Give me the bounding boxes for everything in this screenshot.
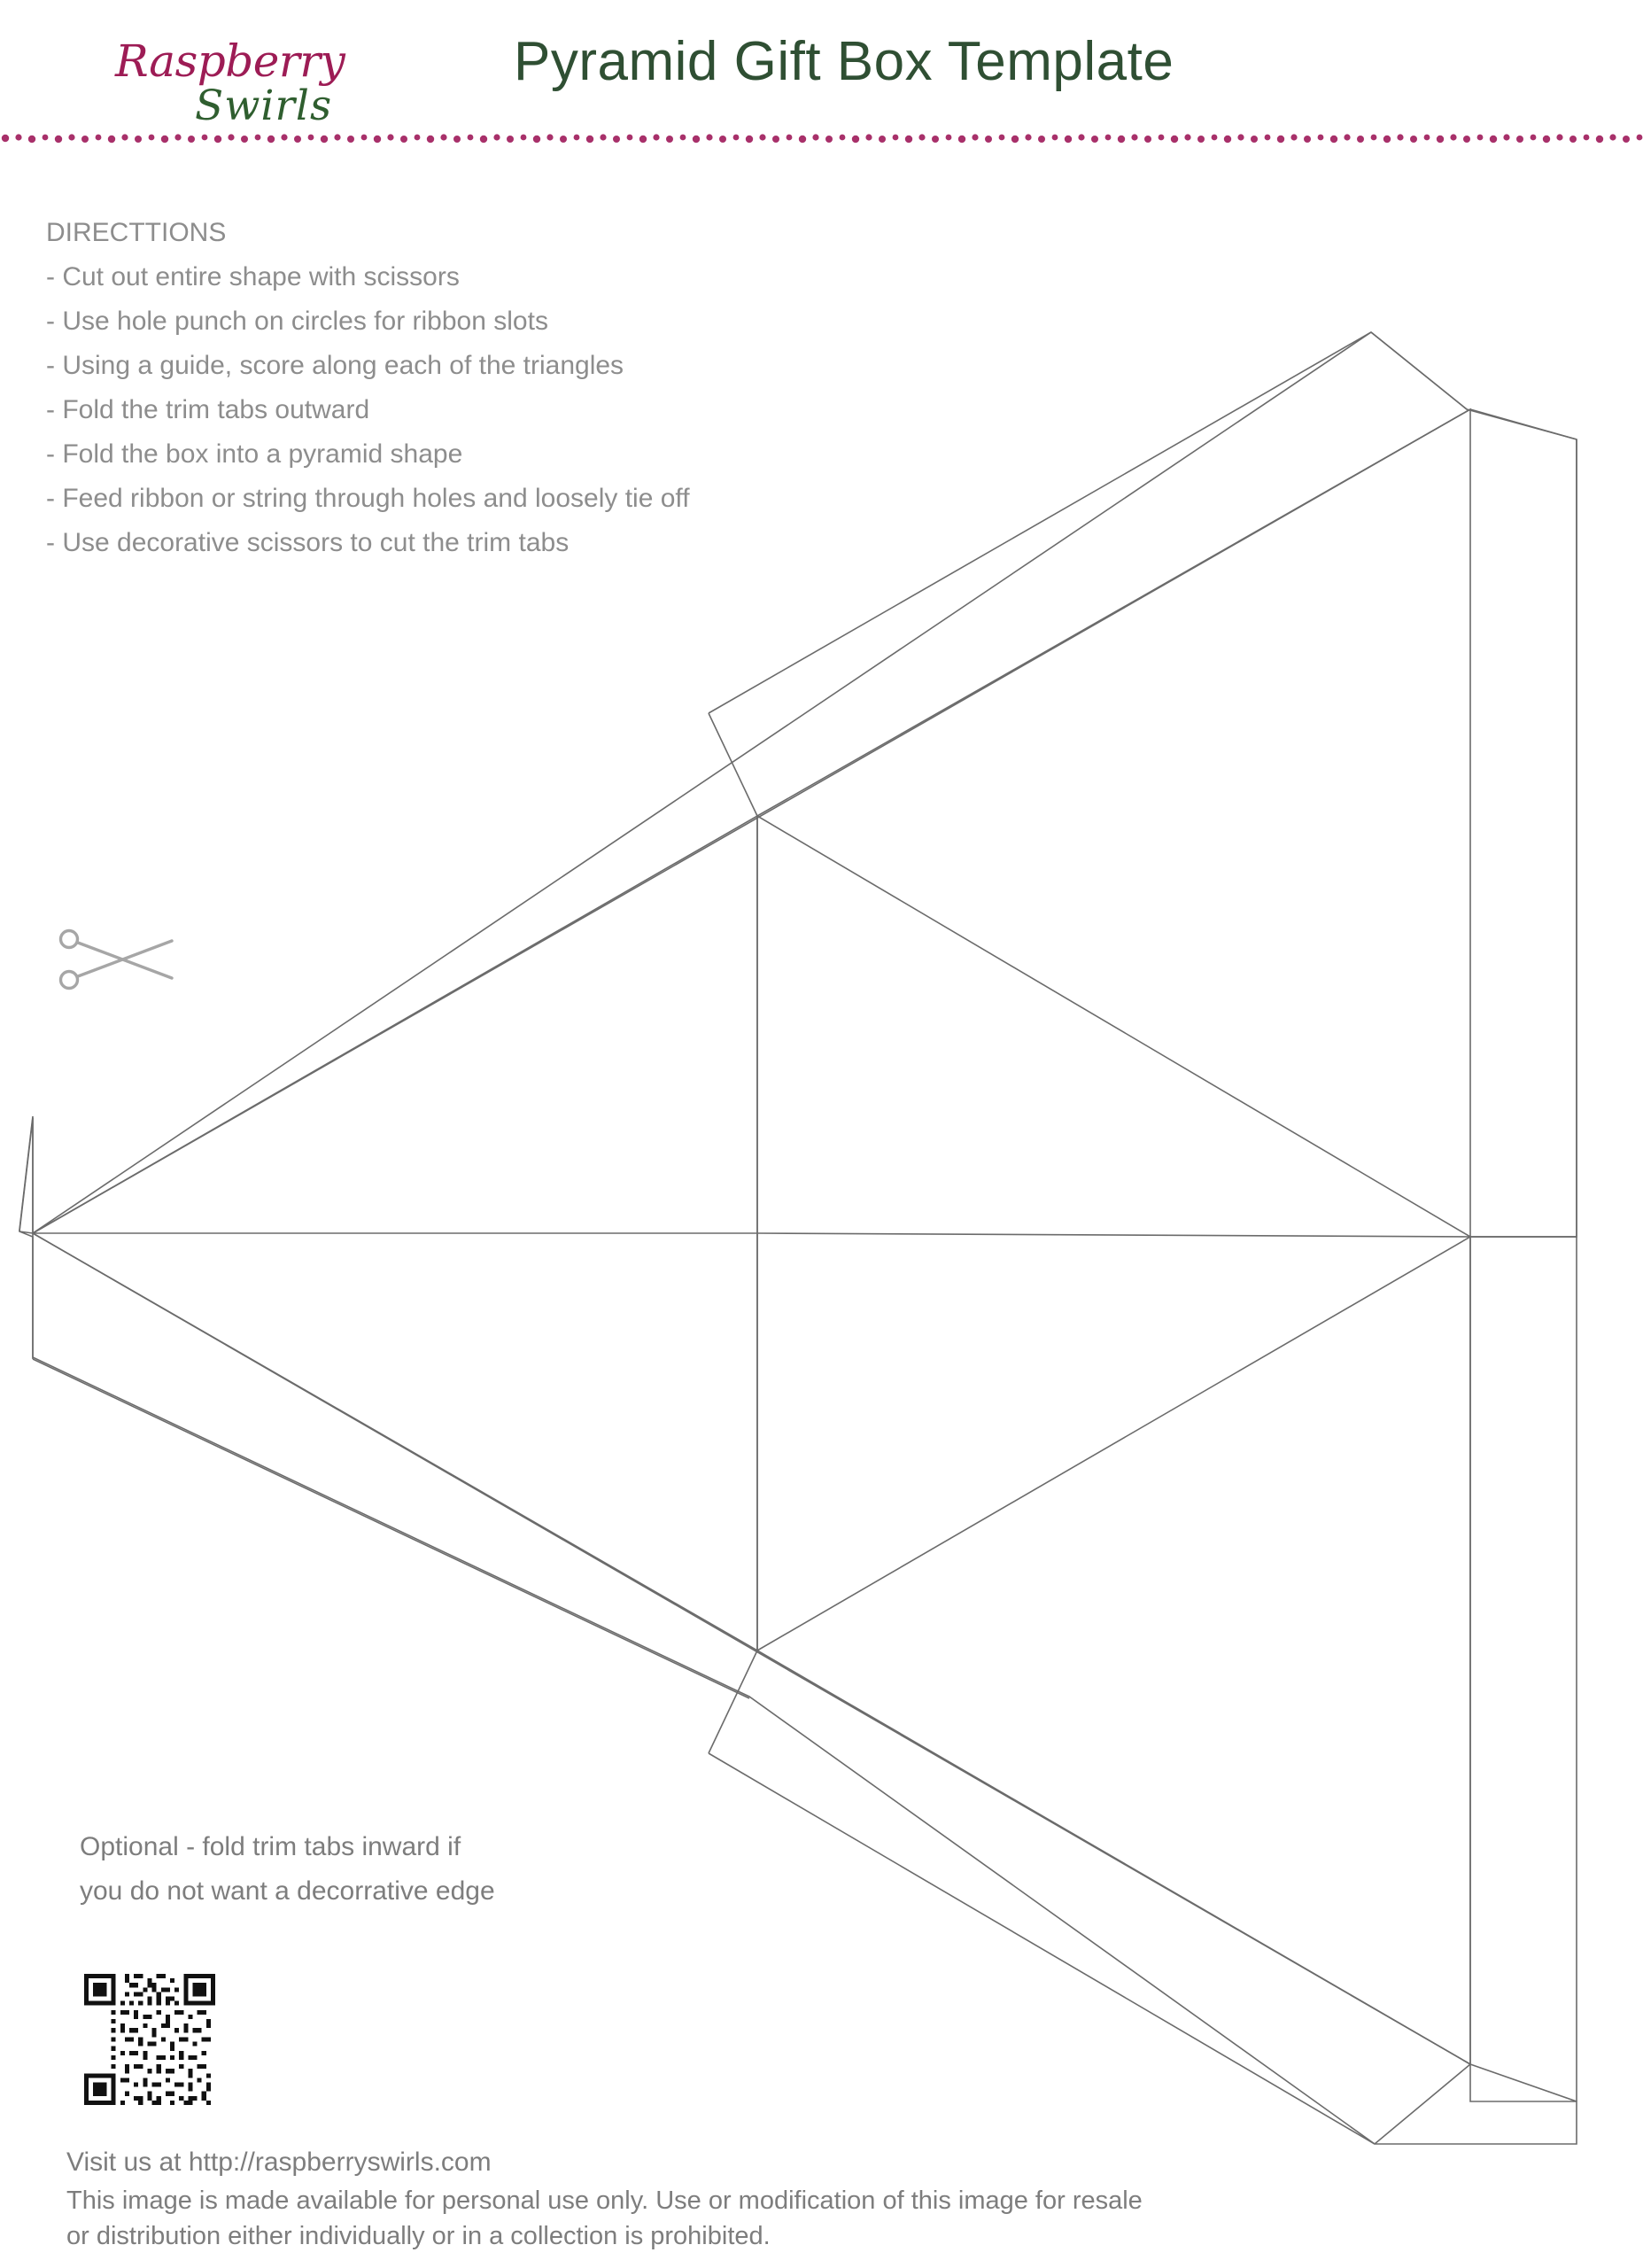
- optional-note-line-1: Optional - fold trim tabs inward if: [80, 1832, 461, 1861]
- optional-note-line-2: you do not want a decorrative edge: [80, 1876, 495, 1906]
- directions-item: - Use hole punch on circles for ribbon slots: [46, 307, 548, 336]
- website-link[interactable]: Visit us at http://raspberryswirls.com: [66, 2148, 492, 2177]
- directions-item: - Using a guide, score along each of the triangles: [46, 351, 624, 380]
- directions-item: - Cut out entire shape with scissors: [46, 262, 460, 291]
- directions-heading: DIRECTTIONS: [46, 218, 227, 247]
- directions-item: - Fold the box into a pyramid shape: [46, 439, 463, 469]
- page-footer: [66, 2142, 1572, 2254]
- brand-name-line-1: Raspberry: [115, 35, 345, 87]
- scissors-icon: [55, 928, 188, 990]
- optional-note: [80, 1825, 700, 1914]
- page-header: [0, 0, 1643, 135]
- directions-block: [46, 211, 932, 565]
- directions-item: - Feed ribbon or string through holes and loosely tie off: [46, 484, 690, 513]
- brand-name-line-2: Swirls: [195, 82, 333, 130]
- page-title: Pyramid Gift Box Template: [514, 31, 1174, 92]
- legal-notice: [66, 2183, 1572, 2254]
- decorative-divider: [0, 133, 1643, 144]
- directions-item: - Use decorative scissors to cut the trim tabs: [46, 528, 570, 557]
- legal-notice-line-2: or distribution either individually or in a collection is prohibited.: [66, 2222, 771, 2250]
- legal-notice-line-1: This image is made available for personal use only. Use or modification of this image for resale: [66, 2186, 1143, 2215]
- directions-item: - Fold the trim tabs outward: [46, 395, 370, 424]
- qr-code-icon: [84, 1974, 215, 2105]
- brand-logo: [96, 18, 415, 128]
